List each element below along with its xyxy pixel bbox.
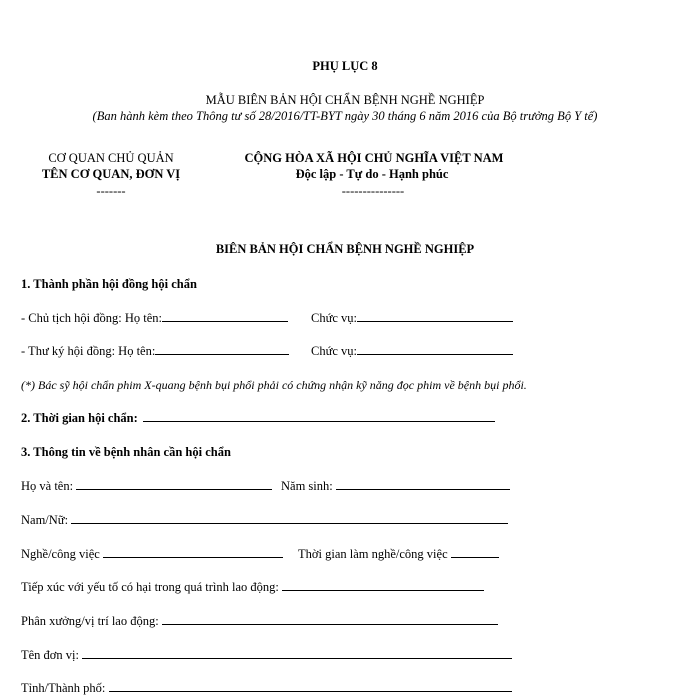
name-label: Họ và tên: (21, 479, 74, 493)
secretary-position-label: Chức vụ: (311, 344, 358, 358)
province-field[interactable] (109, 680, 512, 692)
secretary-name-field[interactable] (155, 343, 289, 355)
name-field[interactable] (76, 478, 272, 490)
workshop-row (21, 613, 498, 629)
occupation-label: Nghề/công việc (21, 547, 100, 561)
province-row (21, 680, 512, 696)
work-duration-label: Thời gian làm nghề/công việc (298, 547, 448, 561)
workshop-field[interactable] (162, 613, 498, 625)
exposure-field[interactable] (282, 579, 484, 591)
chair-name-field[interactable] (162, 310, 288, 322)
issued-note: (Ban hành kèm theo Thông tư số 28/2016/TT-BYT ngày 30 tháng 6 năm 2016 của Bộ trưởng Bộ Y tế) (92, 109, 598, 123)
province-label: Tỉnh/Thành phố: (21, 681, 106, 695)
motto-divider: --------------- (341, 184, 405, 198)
unit-row (21, 647, 512, 663)
gender-label: Nam/Nữ: (21, 513, 69, 527)
birth-year-label: Năm sinh: (281, 479, 333, 493)
chair-row (21, 310, 288, 326)
name-row (21, 478, 272, 494)
exposure-row (21, 579, 484, 595)
exposure-label: Tiếp xúc với yếu tố có hại trong quá trình lao động: (21, 580, 279, 594)
appendix-label: PHỤ LỤC 8 (312, 59, 378, 73)
work-duration-field[interactable] (451, 546, 499, 558)
work-duration-row (298, 546, 499, 562)
section-2-row (21, 410, 495, 426)
gender-row (21, 512, 508, 528)
agency-name: TÊN CƠ QUAN, ĐƠN VỊ (41, 167, 181, 181)
section-1-heading: 1. Thành phần hội đồng hội chẩn (21, 277, 197, 291)
chair-position-row (311, 310, 513, 326)
birth-year-field[interactable] (336, 478, 510, 490)
secretary-row (21, 343, 289, 359)
xray-note: (*) Bác sỹ hội chẩn phim X-quang bệnh bụi phổi phải có chứng nhận kỹ năng đọc phim về bệnh bụi phổi. (21, 378, 527, 392)
birth-year-row (281, 478, 510, 494)
secretary-position-field[interactable] (357, 343, 513, 355)
form-title: MẪU BIÊN BẢN HỘI CHẨN BỆNH NGHỀ NGHIỆP (205, 93, 485, 107)
section-2-heading: 2. Thời gian hội chẩn: (21, 411, 138, 425)
document-title: BIÊN BẢN HỘI CHẨN BỆNH NGHỀ NGHIỆP (215, 242, 475, 256)
occupation-field[interactable] (103, 546, 283, 558)
chair-position-label: Chức vụ: (311, 311, 358, 325)
consultation-time-field[interactable] (143, 410, 495, 422)
national-title: CỘNG HÒA XÃ HỘI CHỦ NGHĨA VIỆT NAM (244, 151, 504, 165)
chair-position-field[interactable] (357, 310, 513, 322)
agency-divider: ------- (96, 184, 126, 198)
section-3-heading: 3. Thông tin về bệnh nhân cần hội chẩn (21, 445, 231, 459)
secretary-name-label: - Thư ký hội đồng: Họ tên: (21, 344, 156, 358)
agency-parent: CƠ QUAN CHỦ QUẢN (48, 151, 174, 165)
national-motto: Độc lập - Tự do - Hạnh phúc (295, 167, 449, 181)
gender-field[interactable] (71, 512, 508, 524)
unit-field[interactable] (82, 647, 512, 659)
secretary-position-row (311, 343, 513, 359)
workshop-label: Phân xưởng/vị trí lao động: (21, 614, 159, 628)
unit-label: Tên đơn vị: (21, 648, 79, 662)
occupation-row (21, 546, 283, 562)
chair-name-label: - Chủ tịch hội đồng: Họ tên: (21, 311, 162, 325)
